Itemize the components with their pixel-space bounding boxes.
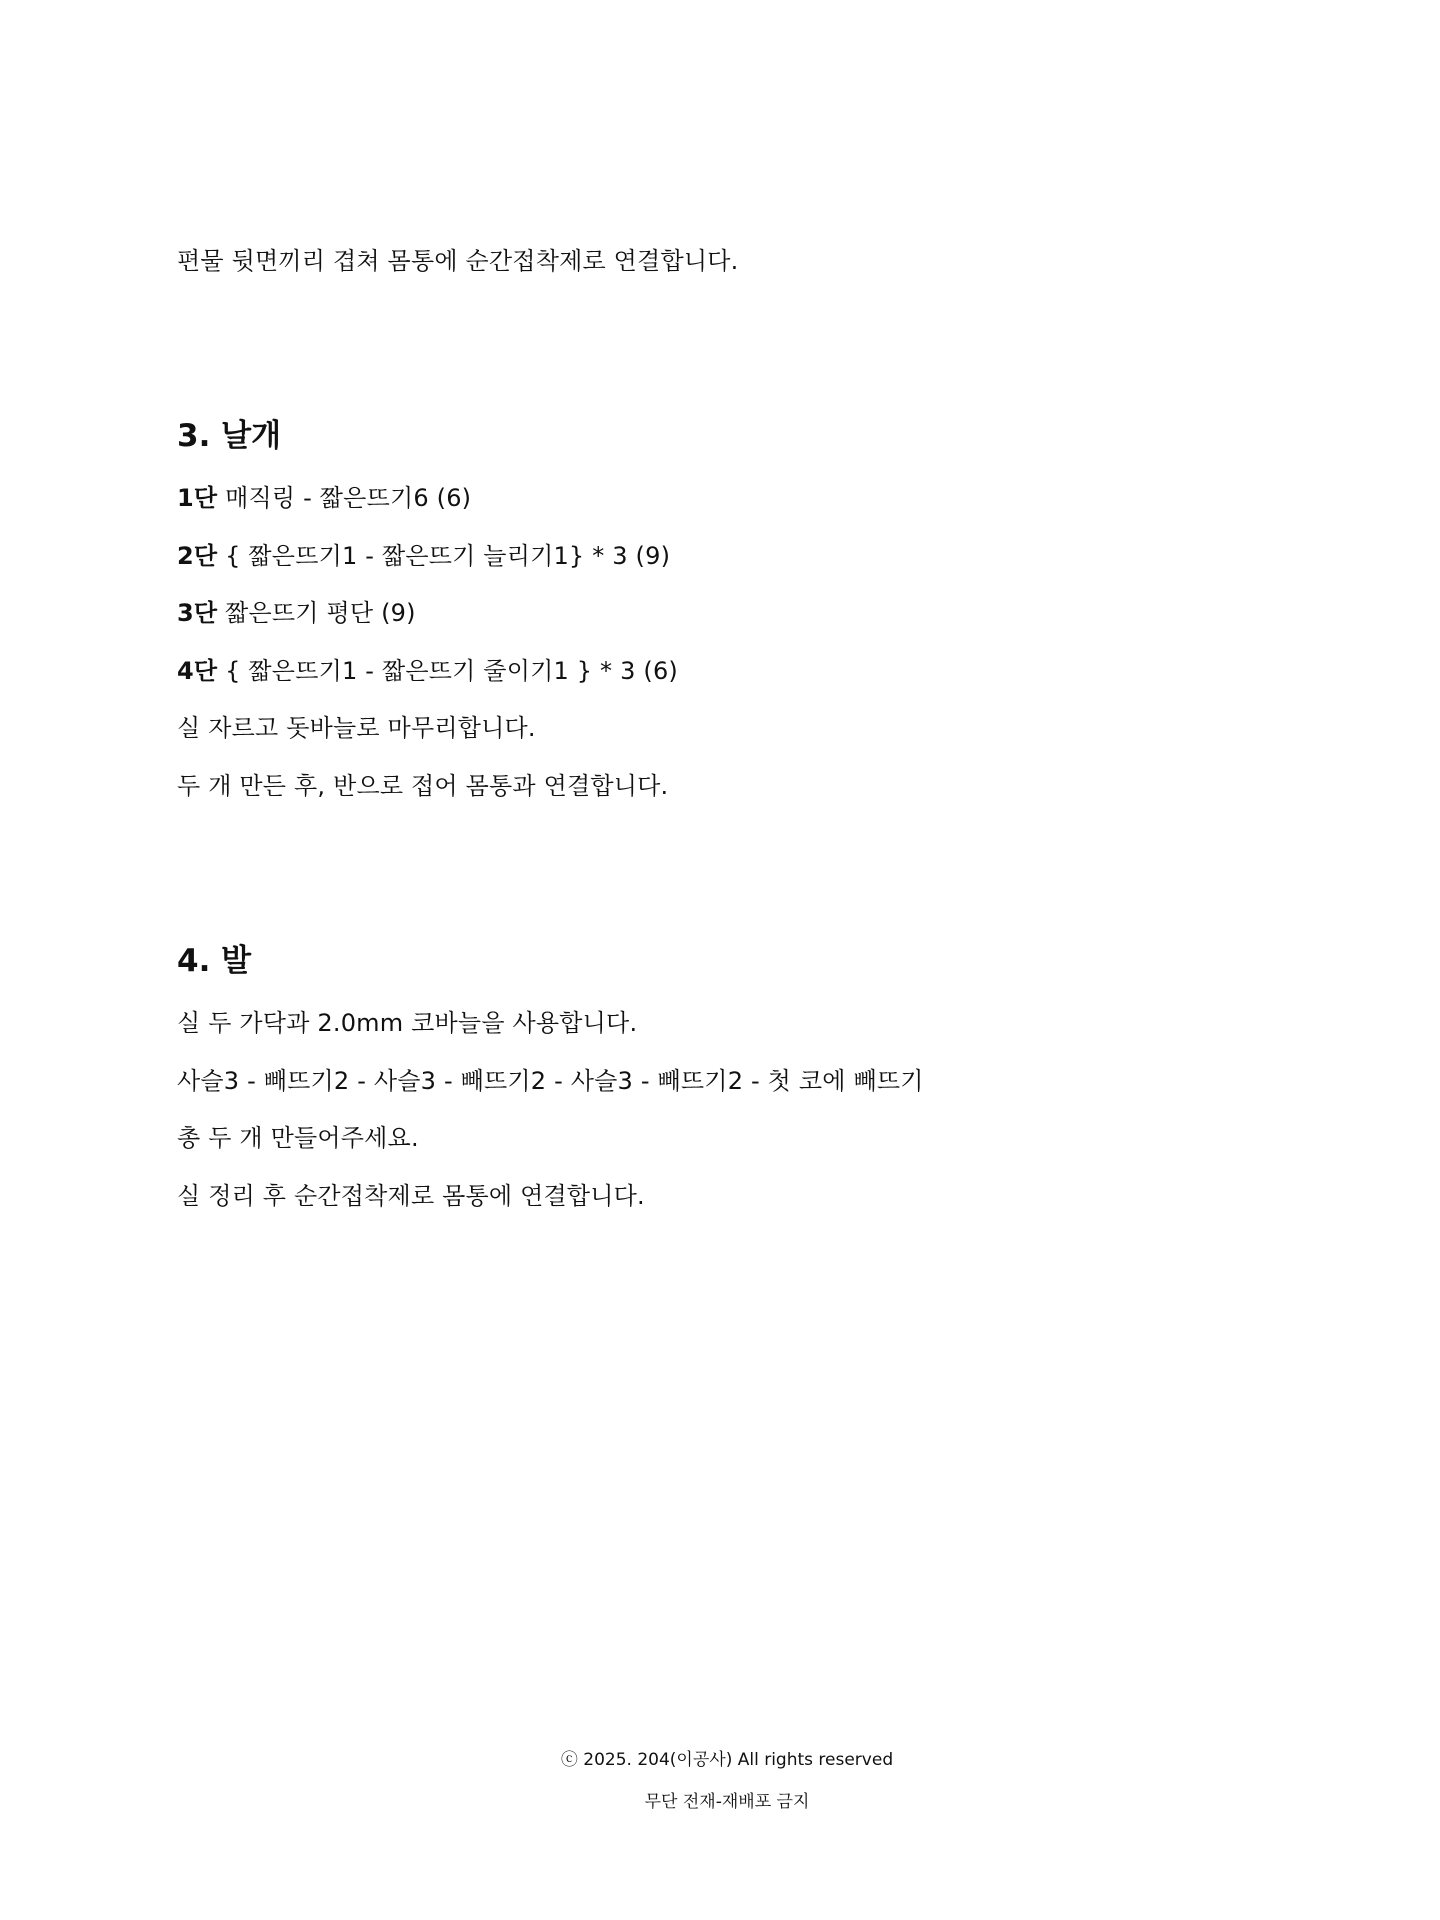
- wing-row-1: [177, 482, 471, 514]
- row-label: 2단: [177, 542, 218, 570]
- footer-notice: [0, 1790, 1440, 1814]
- row-text: 매직링 - 짧은뜨기6 (6): [217, 484, 472, 512]
- section-heading-foot: 4. 발: [177, 943, 252, 979]
- row-label: 1단: [177, 484, 218, 512]
- foot-line-1: 실 두 가닥과 2.0mm 코바늘을 사용합니다.: [177, 1009, 638, 1037]
- intro-text: 편물 뒷면끼리 겹쳐 몸통에 순간접착제로 연결합니다.: [177, 247, 739, 275]
- wing-row-2: [177, 540, 670, 572]
- copyright-text: ⓒ 2025. 204(이공사) All rights reserved: [560, 1750, 894, 1770]
- row-label: 4단: [177, 657, 218, 685]
- row-text: { 짧은뜨기1 - 짧은뜨기 늘리기1} * 3 (9): [217, 542, 671, 570]
- row-label: 3단: [177, 599, 218, 627]
- foot-line-4: 실 정리 후 순간접착제로 몸통에 연결합니다.: [177, 1182, 645, 1210]
- row-text: { 짧은뜨기1 - 짧은뜨기 줄이기1 } * 3 (6): [217, 657, 678, 685]
- footer-copyright: [0, 1748, 1440, 1772]
- wing-row-4: [177, 655, 678, 687]
- notice-text: 무단 전재-재배포 금지: [644, 1792, 810, 1812]
- foot-line-3: 총 두 개 만들어주세요.: [177, 1124, 419, 1152]
- wing-row-3: [177, 597, 416, 629]
- wing-note-1: 실 자르고 돗바늘로 마무리합니다.: [177, 714, 536, 742]
- foot-line-2: 사슬3 - 빼뜨기2 - 사슬3 - 빼뜨기2 - 사슬3 - 빼뜨기2 - 첫 코에 빼뜨기: [177, 1067, 924, 1095]
- section-heading-wing: 3. 날개: [177, 418, 282, 454]
- row-text: 짧은뜨기 평단 (9): [217, 599, 416, 627]
- wing-note-2: 두 개 만든 후, 반으로 접어 몸통과 연결합니다.: [177, 772, 669, 800]
